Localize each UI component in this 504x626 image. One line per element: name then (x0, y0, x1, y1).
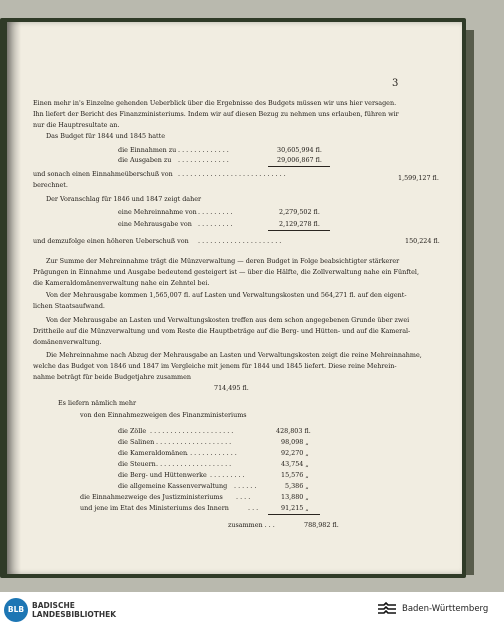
source-row-label: die Berg- und Hüttenwerke (118, 471, 207, 479)
page-number: 3 (392, 78, 399, 89)
leader-dots: . . . . . . . . . . . . . . . . . . . . . . . . . . . (178, 170, 286, 178)
budget-1844-income-label: die Einnahmen zu (118, 146, 177, 154)
budget-1846-expense-value: 2,129,278 fl. (279, 220, 320, 228)
leader-dots: . . . . . . (234, 482, 257, 490)
source-row-label: die Salinen (118, 438, 155, 446)
sum-rule (268, 514, 320, 515)
source-row-value: 43,754 „ (281, 460, 309, 468)
paragraph-2-line-1: Von der Mehrausgabe kommen 1,565,007 fl. auf Lasten und Verwaltungskosten und 564,271 fl. auf den eigent- (46, 291, 407, 299)
paragraph-3-line-1: Von der Mehrausgabe an Lasten und Verwaltungskosten treffen aus dem schon angegebenen Grunde über zwei (46, 316, 410, 324)
intro-line-1: Einen mehr in's Einzelne gehenden Ueberblick über die Ergebnisse des Budgets müssen wir uns hier versagen. (33, 99, 397, 107)
library-name-line-1: BADISCHE (32, 601, 75, 610)
leader-dots: . . . . . . . . . . . . . . . . . . . (156, 460, 232, 468)
sources-total-label: zusammen . . . (228, 521, 275, 529)
source-row-label: die Zölle (118, 427, 147, 435)
source-row-value: 91,215 „ (281, 504, 309, 512)
source-row-value: 13,880 „ (281, 493, 309, 501)
state-name[interactable]: Baden-Württemberg (402, 604, 489, 614)
paragraph-1-line-2: Prägungen in Einnahme und Ausgabe bedeutend gesteigert ist — über die Hälfte, die Zollverwaltung nahe ein Fünftel, (33, 268, 420, 276)
sources-intro-2: von den Einnahmezweigen des Finanzministeriums (80, 411, 247, 419)
paragraph-3-line-3: domänenverwaltung. (33, 338, 102, 346)
budget-1846-surplus-label: und demzufolge einen höheren Ueberschuß von (33, 237, 189, 245)
leader-dots: . . . . . . . . . . . . . (178, 146, 229, 154)
budget-1844-expense-value: 29,006,867 fl. (277, 156, 322, 164)
intro-line-3: nur die Hauptresultate an. (33, 121, 120, 129)
source-row-label: die Steuern (118, 460, 156, 468)
paragraph-1-line-1: Zur Summe der Mehreinnahme trägt die Münzverwaltung — deren Budget in Folge beabsichtigter stärkerer (46, 257, 400, 265)
leader-dots: . . . . . . . . . (198, 208, 233, 216)
library-name[interactable] (32, 601, 116, 619)
book-cover-edge (466, 30, 474, 575)
paragraph-4-line-3: nahme beträgt für beide Budgetjahre zusammen (33, 373, 192, 381)
source-row-value: 98,098 „ (281, 438, 309, 446)
leader-dots: . . . . . . . . . (210, 471, 245, 479)
budget-1846-income-value: 2,279,502 fl. (279, 208, 320, 216)
coat-of-arms-icon (376, 601, 398, 617)
budget-1846-expense-label: eine Mehrausgabe von (118, 220, 192, 228)
paragraph-1-line-3: die Kameraldomänenverwaltung nahe ein Zehntel bei. (33, 279, 210, 287)
leader-dots: . . . . . . . . . . . . . . . . . . . (156, 438, 232, 446)
budget-1846-income-label: eine Mehreinnahme von (118, 208, 197, 216)
leader-dots: . . . (248, 504, 259, 512)
paragraph-4-line-2: welche das Budget von 1846 und 1847 im Vergleiche mit jenem für 1844 und 1845 liefert. Diese reine Mehrein- (33, 362, 397, 370)
library-name-line-2: LANDESBIBLIOTHEK (32, 610, 117, 619)
intro-line-2: Ihn liefert der Bericht des Finanzministeriums. Indem wir auf diesen Bezug zu nehmen uns erlauben, führen wir (33, 110, 399, 118)
budget-1844-surplus-value: 1,599,127 fl. (398, 174, 439, 182)
paragraph-2-line-2: lichen Staatsaufwand. (33, 302, 105, 310)
budget-1844-heading: Das Budget für 1844 und 1845 hatte (46, 132, 165, 140)
source-row-label: die Kameraldomänen (118, 449, 188, 457)
source-row-label: die allgemeine Kassenverwaltung (118, 482, 228, 490)
source-row-label: und jene im Etat des Ministeriums des Innern (80, 504, 229, 512)
page-gutter-shadow (7, 22, 21, 574)
leader-dots: . . . . . . . . . . . . . (178, 156, 229, 164)
source-row-label: die Einnahmezweige des Justizministeriums (80, 493, 223, 501)
budget-1846-heading: Der Voranschlag für 1846 und 1847 zeigt daher (46, 195, 202, 203)
sources-intro-1: Es liefern nämlich mehr (58, 399, 137, 407)
budget-1844-expense-label: die Ausgaben zu (118, 156, 172, 164)
budget-1844-income-value: 30,605,994 fl. (277, 146, 322, 154)
budget-1844-surplus-label-cont: berechnet. (33, 181, 68, 189)
leader-dots: . . . . . . . . . . . . . (186, 449, 237, 457)
source-row-value: 428,803 fl. (276, 427, 311, 435)
source-row-value: 92,270 „ (281, 449, 309, 457)
leader-dots: . . . . . . . . . . . . . . . . . . . . . (198, 237, 282, 245)
blb-logo[interactable]: BLB (4, 598, 28, 622)
leader-dots: . . . . (236, 493, 251, 501)
paragraph-3-line-2: Drittheile auf die Münzverwaltung und vom Reste die Hauptbeträge auf die Berg- und Hütten- und auf die Kameral- (33, 327, 411, 335)
budget-1846-surplus-value: 150,224 fl. (405, 237, 440, 245)
sum-rule (268, 166, 330, 167)
net-surplus-total: 714,495 fl. (214, 384, 249, 392)
leader-dots: . . . . . . . . . (198, 220, 233, 228)
paragraph-4-line-1: Die Mehreinnahme nach Abzug der Mehrausgabe an Lasten und Verwaltungskosten zeigt die reine Mehreinnahme, (46, 351, 422, 359)
leader-dots: . . . . . . . . . . . . . . . . . . . . . (150, 427, 234, 435)
sum-rule (268, 230, 330, 231)
budget-1844-surplus-label: und sonach einen Einnahmeüberschuß von (33, 170, 173, 178)
source-row-value: 5,386 „ (285, 482, 309, 490)
source-row-value: 15,576 „ (281, 471, 309, 479)
sources-total-value: 788,982 fl. (304, 521, 339, 529)
